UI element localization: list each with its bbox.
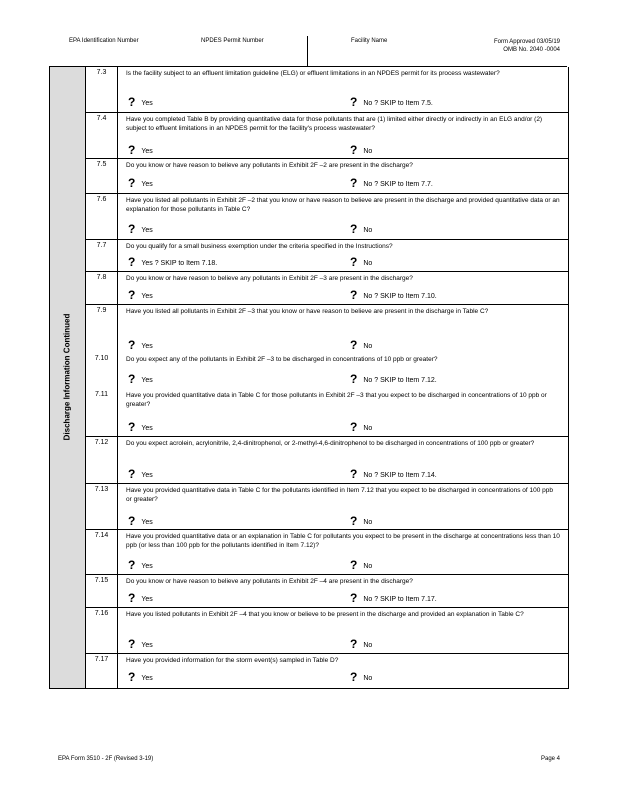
section-sidebar: [50, 67, 86, 688]
item-number: 7.8: [86, 272, 118, 305]
question-row: [86, 271, 568, 305]
checkbox-icon[interactable]: ?: [350, 420, 358, 434]
no-option[interactable]: [350, 514, 372, 528]
item-number: 7.7: [86, 240, 118, 272]
checkbox-icon[interactable]: ?: [128, 176, 136, 190]
no-label: No: [363, 148, 373, 155]
checkbox-icon[interactable]: ?: [350, 467, 358, 481]
checkbox-icon[interactable]: ?: [350, 143, 358, 157]
question-text: Have you listed pollutants in Exhibit 2F –4 that you know or believe to be present in the discharge and provided an explanation in Table C?: [126, 611, 524, 618]
question-row: [86, 574, 568, 608]
yes-label: Yes: [141, 227, 153, 234]
question-row: [86, 389, 568, 436]
checkbox-icon[interactable]: ?: [350, 591, 358, 605]
no-option[interactable]: [350, 288, 437, 302]
no-option[interactable]: [350, 467, 437, 481]
no-option[interactable]: [350, 255, 372, 269]
no-label: No ? SKIP to Item 7.14.: [363, 472, 437, 479]
yes-option[interactable]: [128, 558, 153, 572]
question-text: Have you listed all pollutants in Exhibit 2F –3 that you know or have reason to believe are present in the discharge in Table C?: [126, 308, 489, 315]
no-label: No: [363, 260, 373, 267]
yes-label: Yes: [141, 100, 153, 107]
question-row: [86, 529, 568, 575]
yes-option[interactable]: [128, 420, 153, 434]
checkbox-icon[interactable]: ?: [128, 637, 136, 651]
yes-label: Yes: [141, 377, 153, 384]
question-text: Do you qualify for a small business exemption under the criteria specified in the Instructions?: [126, 243, 393, 250]
checkbox-icon[interactable]: ?: [350, 670, 358, 684]
no-option[interactable]: [350, 176, 433, 190]
no-label: No ? SKIP to Item 7.7.: [363, 181, 433, 188]
question-row: [86, 158, 568, 194]
question-row: [86, 653, 568, 689]
checkbox-icon[interactable]: ?: [128, 467, 136, 481]
question-row: [86, 607, 568, 654]
checkbox-icon[interactable]: ?: [128, 670, 136, 684]
no-option[interactable]: [350, 372, 437, 386]
yes-label: Yes: [141, 425, 153, 432]
yes-label: Yes: [141, 343, 153, 350]
omb-number: OMB No. 2040 -0004: [503, 47, 560, 53]
checkbox-icon[interactable]: ?: [350, 514, 358, 528]
yes-label: Yes: [141, 596, 153, 603]
no-label: No: [363, 642, 373, 649]
no-label: No: [363, 519, 373, 526]
question-text: Do you know or have reason to believe any pollutants in Exhibit 2F –4 are present in the discharge?: [126, 578, 413, 585]
yes-option[interactable]: [128, 288, 153, 302]
yes-label: Yes: [141, 519, 153, 526]
yes-label: Yes: [141, 675, 153, 682]
checkbox-icon[interactable]: ?: [128, 222, 136, 236]
checkbox-icon[interactable]: ?: [350, 637, 358, 651]
facility-label: Facility Name: [351, 38, 388, 44]
checkbox-icon[interactable]: ?: [128, 95, 136, 109]
no-label: No ? SKIP to Item 7.10.: [363, 293, 437, 300]
question-text: Have you provided quantitative data in Table C for those pollutants in Exhibit 2F –3 that you expect to be discharged in concentrations of 10 ppb or greater?: [126, 392, 547, 408]
item-number: 7.4: [86, 113, 118, 159]
page-number: Page 4: [541, 756, 561, 762]
item-number: 7.6: [86, 194, 118, 240]
yes-option[interactable]: [128, 338, 153, 352]
question-text: Have you provided quantitative data or an explanation in Table C for pollutants you expect to be present in the discharge at concentrations less than 10 ppb (or less than 100 ppb for the pollutants identified in Item 7.12)?: [126, 533, 560, 549]
yes-option[interactable]: [128, 372, 153, 386]
yes-option[interactable]: [128, 591, 153, 605]
no-option[interactable]: [350, 420, 372, 434]
item-number: 7.16: [86, 608, 118, 654]
yes-label: Yes: [141, 181, 153, 188]
form-header: [49, 36, 567, 67]
no-label: No: [363, 343, 373, 350]
question-text: Have you completed Table B by providing quantitative data for those pollutants that are (1) limited either directly or indirectly in an ELG and/or (2) subject to effluent limitations in an NPDES permit for the facility's process wastewater?: [126, 116, 543, 132]
no-label: No: [363, 675, 373, 682]
no-label: No ? SKIP to Item 7.12.: [363, 377, 437, 384]
yes-label: Yes: [141, 563, 153, 570]
checkbox-icon[interactable]: ?: [350, 222, 358, 236]
item-number: 7.14: [86, 530, 118, 575]
yes-label: Yes: [141, 642, 153, 649]
question-row: [86, 483, 568, 530]
item-number: 7.10: [86, 353, 118, 389]
yes-option[interactable]: [128, 222, 153, 236]
epa-id-label: EPA Identification Number: [69, 38, 139, 44]
checkbox-icon[interactable]: ?: [128, 143, 136, 157]
checkbox-icon[interactable]: ?: [350, 95, 358, 109]
question-row: [86, 112, 568, 159]
item-number: 7.17: [86, 654, 118, 689]
yes-option[interactable]: [128, 637, 153, 651]
checkbox-icon[interactable]: ?: [350, 372, 358, 386]
item-number: 7.5: [86, 159, 118, 194]
checkbox-icon[interactable]: ?: [128, 288, 136, 302]
no-option[interactable]: [350, 95, 433, 109]
question-text: Do you expect acrolein, acrylonitrile, 2,4-dinitrophenol, or 2-methyl-4,6-dinitrophenol to be discharged in concentrations of 100 ppb or greater?: [126, 440, 535, 447]
questions-section: [49, 67, 569, 689]
form-approval: [494, 38, 560, 54]
no-label: No: [363, 563, 373, 570]
yes-label: Yes: [141, 293, 153, 300]
checkbox-icon[interactable]: ?: [350, 255, 358, 269]
npdes-label: NPDES Permit Number: [201, 38, 264, 44]
no-option[interactable]: [350, 670, 372, 684]
no-label: No: [363, 227, 373, 234]
no-option[interactable]: [350, 222, 372, 236]
no-label: No ? SKIP to Item 7.17.: [363, 596, 437, 603]
section-label: Discharge Information Continued: [62, 313, 72, 441]
item-number: 7.15: [86, 575, 118, 608]
header-divider: [307, 36, 308, 66]
question-row: [86, 193, 568, 240]
checkbox-icon[interactable]: ?: [128, 514, 136, 528]
yes-label: Yes ? SKIP to Item 7.18.: [141, 260, 218, 267]
no-option[interactable]: [350, 558, 372, 572]
question-row: [86, 239, 568, 272]
question-row: [86, 353, 568, 389]
checkbox-icon[interactable]: ?: [128, 338, 136, 352]
checkbox-icon[interactable]: ?: [128, 255, 136, 269]
checkbox-icon[interactable]: ?: [128, 372, 136, 386]
no-label: No: [363, 425, 373, 432]
yes-option[interactable]: [128, 670, 153, 684]
yes-option[interactable]: [128, 467, 153, 481]
yes-option[interactable]: [128, 95, 153, 109]
form-number: EPA Form 3510 - 2F (Revised 3-19): [58, 756, 154, 762]
question-row: [86, 436, 568, 484]
checkbox-icon[interactable]: ?: [128, 420, 136, 434]
question-text: Have you provided information for the storm event(s) sampled in Table D?: [126, 657, 339, 664]
question-text: Have you provided quantitative data in Table C for the pollutants identified in Item 7.12 that you expect to be discharged in concentrations of 100 ppb or greater?: [126, 487, 553, 503]
item-number: 7.3: [86, 67, 118, 112]
checkbox-icon[interactable]: ?: [350, 288, 358, 302]
form-approved-text: Form Approved 03/05/19: [493, 39, 560, 45]
item-number: 7.9: [86, 305, 118, 354]
checkbox-icon[interactable]: ?: [350, 558, 358, 572]
question-text: Do you expect any of the pollutants in Exhibit 2F –3 to be discharged in concentrations of 10 ppb or greater?: [126, 356, 438, 363]
no-option[interactable]: [350, 637, 372, 651]
question-text: Is the facility subject to an effluent limitation guideline (ELG) or effluent limitations in an NPDES permit for its process wastewater?: [126, 70, 500, 77]
question-text: Have you listed all pollutants in Exhibit 2F –2 that you know or have reason to believe are present in the discharge and provided quantitative data or an explanation for those pollutants in Table C?: [126, 197, 560, 213]
checkbox-icon[interactable]: ?: [128, 591, 136, 605]
yes-option[interactable]: [128, 176, 153, 190]
no-option[interactable]: [350, 338, 372, 352]
yes-label: Yes: [141, 472, 153, 479]
item-number: 7.12: [86, 437, 118, 484]
checkbox-icon[interactable]: ?: [350, 338, 358, 352]
item-number: 7.11: [86, 389, 118, 436]
no-label: No ? SKIP to Item 7.5.: [363, 100, 433, 107]
yes-option[interactable]: [128, 514, 153, 528]
question-text: Do you know or have reason to believe any pollutants in Exhibit 2F –2 are present in the discharge?: [126, 162, 413, 169]
yes-option[interactable]: [128, 255, 217, 269]
yes-option[interactable]: [128, 143, 153, 157]
question-row: [86, 67, 568, 112]
question-text: Do you know or have reason to believe any pollutants in Exhibit 2F –3 are present in the discharge?: [126, 275, 413, 282]
no-option[interactable]: [350, 143, 372, 157]
checkbox-icon[interactable]: ?: [128, 558, 136, 572]
yes-label: Yes: [141, 148, 153, 155]
item-number: 7.13: [86, 484, 118, 530]
checkbox-icon[interactable]: ?: [350, 176, 358, 190]
no-option[interactable]: [350, 591, 437, 605]
question-row: [86, 304, 568, 354]
